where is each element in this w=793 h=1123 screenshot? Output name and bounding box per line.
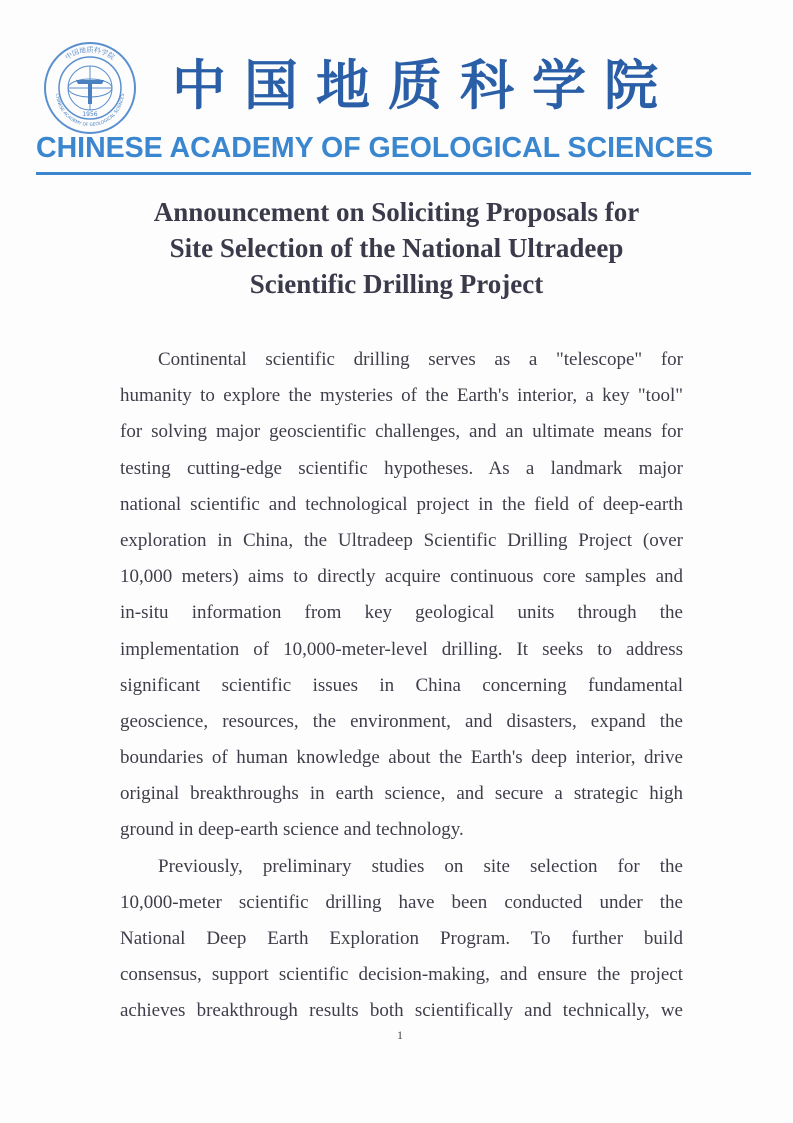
title-line: Scientific Drilling Project [249,269,544,299]
text-line: National Deep Earth Exploration Program. To further build [120,928,683,949]
text-line: exploration in China, the Ultradeep Scientific Drilling Project (over [120,529,683,551]
text-line: Previously, preliminary studies on site selection for the [158,855,683,877]
text-line: testing cutting-edge scientific hypotheses. As a landmark major [120,457,683,479]
announcement-body [120,342,683,1030]
text-line: implementation of 10,000-meter-level drilling. It seeks to address [120,638,683,660]
paragraph-2 [120,849,683,1030]
page-number: 1 [397,1028,403,1042]
text-line: 10,000-meter scientific drilling have been conducted under the [120,891,683,913]
svg-text:中国地质科学院: 中国地质科学院 [63,46,117,62]
title-line: Announcement on Soliciting Proposals for [153,197,640,227]
text-line: for solving major geoscientific challenges, and an ultimate means for [120,421,683,443]
svg-text:1956: 1956 [82,111,98,118]
academy-english-name: CHINESE ACADEMY OF GEOLOGICAL SCIENCES [36,132,714,164]
text-line: significant scientific issues in China concerning fundamental [120,674,683,696]
announcement-title [90,194,703,302]
text-line: original breakthroughs in earth science, and secure a strategic high [120,783,683,805]
text-line: consensus, support scientific decision-making, and ensure the project [120,964,683,986]
text-line: national scientific and technological project in the field of deep-earth [120,493,683,515]
text-line: Continental scientific drilling serves as a "telescope" for [158,349,683,370]
text-line: geoscience, resources, the environment, and disasters, expand the [120,710,683,732]
text-line: achieves breakthrough results both scientifically and technically, we [120,1000,683,1022]
paragraph-1 [120,342,683,849]
title-line: Site Selection of the National Ultradeep [169,233,624,263]
text-line: humanity to explore the mysteries of the Earth's interior, a key "tool" [120,385,683,407]
academy-seal-logo [42,40,138,136]
text-line: in-situ information from key geological units through the [120,602,683,624]
text-line: 10,000 meters) aims to directly acquire continuous core samples and [120,566,683,588]
svg-text:CHINESE ACADEMY OF GEOLOGICAL: CHINESE ACADEMY OF GEOLOGICAL SCIENCES [54,93,126,129]
letterhead-divider [36,172,751,175]
text-line: ground in deep-earth science and technology. [120,819,464,841]
text-line: boundaries of human knowledge about the Earth's deep interior, drive [120,747,683,769]
academy-chinese-name: 中国地质科学院 [172,53,676,117]
